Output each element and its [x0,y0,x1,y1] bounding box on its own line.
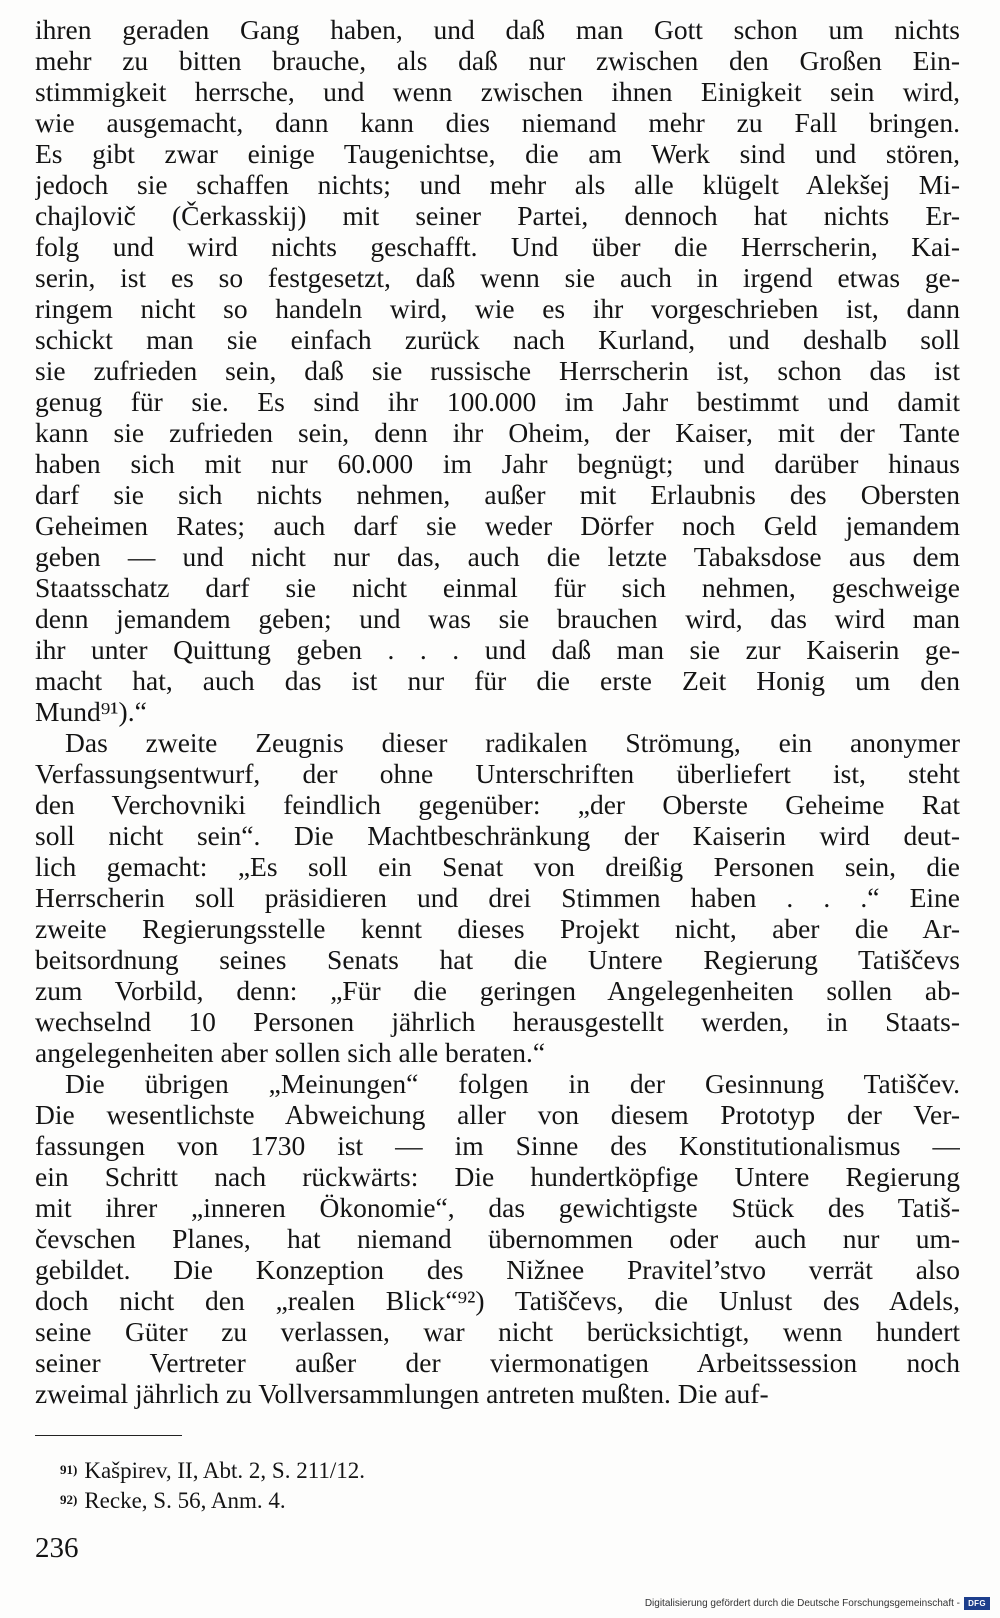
text-line: folg und wird nichts geschafft. Und über die Herrscherin, Kai- [35,231,960,262]
text-line: ein Schritt nach rückwärts: Die hundertköpfige Untere Regierung [35,1161,960,1192]
page-number: 236 [35,1532,79,1564]
text-line: haben sich mit nur 60.000 im Jahr begnügt; und darüber hinaus [35,448,960,479]
text-line: ringem nicht so handeln wird, wie es ihr vorgeschrieben ist, dann [35,293,960,324]
text-line: sie zufrieden sein, daß sie russische Herrscherin ist, schon das ist [35,355,960,386]
text-line: jedoch sie schaffen nichts; und mehr als alle klügelt Alekšej Mi- [35,169,960,200]
text-line: Mund⁹¹).“ [35,696,147,727]
body-text [35,14,960,1409]
text-line: darf sie sich nichts nehmen, außer mit Erlaubnis des Obersten [35,479,960,510]
text-line: seiner Vertreter außer der viermonatigen Arbeitssession noch [35,1347,960,1378]
footnotes [60,1456,660,1516]
text-line: denn jemandem geben; und was sie brauchen wird, das wird man [35,603,960,634]
text-line: Staatsschatz darf sie nicht einmal für sich nehmen, geschweige [35,572,960,603]
text-line: stimmigkeit herrsche, und wenn zwischen ihnen Einigkeit sein wird, [35,76,960,107]
footnote-marker: 91) [60,1462,78,1477]
text-line: macht hat, auch das ist nur für die erste Zeit Honig um den [35,665,960,696]
text-line: zum Vorbild, denn: „Für die geringen Angelegenheiten sollen ab- [35,975,960,1006]
text-line: soll nicht sein“. Die Machtbeschränkung der Kaiserin wird deut- [35,820,960,851]
text-line: Es gibt zwar einige Taugenichtse, die am Werk sind und stören, [35,138,960,169]
text-line: Herrscherin soll präsidieren und drei Stimmen haben . . .“ Eine [35,882,960,913]
text-line: Geheimen Rates; auch darf sie weder Dörfer noch Geld jemandem [35,510,960,541]
footnote-divider [35,1435,182,1436]
text-line: schickt man sie einfach zurück nach Kurland, und deshalb soll [35,324,960,355]
footnote-92 [60,1486,660,1516]
footnote-text: Kašpirev, II, Abt. 2, S. 211/12. [84,1458,366,1483]
text-line: Das zweite Zeugnis dieser radikalen Strömung, ein anonymer [65,727,960,758]
text-line: zweite Regierungsstelle kennt dieses Projekt nicht, aber die Ar- [35,913,960,944]
text-line: geben — und nicht nur das, auch die letzte Tabaksdose aus dem [35,541,960,572]
footnote-91 [60,1456,660,1486]
text-line: ihren geraden Gang haben, und daß man Gott schon um nichts [35,14,960,45]
text-line: mehr zu bitten brauche, als daß nur zwischen den Großen Ein- [35,45,960,76]
text-line: lich gemacht: „Es soll ein Senat von dreißig Personen sein, die [35,851,960,882]
text-line: wie ausgemacht, dann kann dies niemand mehr zu Fall bringen. [35,107,960,138]
text-line: genug für sie. Es sind ihr 100.000 im Jahr bestimmt und damit [35,386,960,417]
text-line: seine Güter zu verlassen, war nicht berücksichtigt, wenn hundert [35,1316,960,1347]
text-line: Verfassungsentwurf, der ohne Unterschriften überliefert ist, steht [35,758,960,789]
dfg-logo-icon: DFG [964,1597,990,1610]
digitization-credit: Digitalisierung gefördert durch die Deutsche Forschungsgemeinschaft - [644,1598,960,1609]
text-line: gebildet. Die Konzeption des Nižnee Pravitel’stvo verrät also [35,1254,960,1285]
text-line: Die übrigen „Meinungen“ folgen in der Gesinnung Tatiščev. [65,1068,960,1099]
text-line: beitsordnung seines Senats hat die Untere Regierung Tatiščevs [35,944,960,975]
text-line: ihr unter Quittung geben . . . und daß man sie zur Kaiserin ge- [35,634,960,665]
text-line: zweimal jährlich zu Vollversammlungen antreten mußten. Die auf- [35,1378,769,1409]
text-line: kann sie zufrieden sein, denn ihr Oheim, der Kaiser, mit der Tante [35,417,960,448]
text-line: angelegenheiten aber sollen sich alle beraten.“ [35,1037,546,1068]
text-line: Die wesentlichste Abweichung aller von diesem Prototyp der Ver- [35,1099,960,1130]
text-line: mit ihrer „inneren Ökonomie“, das gewichtigste Stück des Tatiš- [35,1192,960,1223]
text-line: doch nicht den „realen Blick“⁹²) Tatiščevs, die Unlust des Adels, [35,1285,960,1316]
text-line: wechselnd 10 Personen jährlich herausgestellt werden, in Staats- [35,1006,960,1037]
footnote-text: Recke, S. 56, Anm. 4. [84,1488,286,1513]
text-line: chajlovič (Čerkasskij) mit seiner Partei, dennoch hat nichts Er- [35,200,960,231]
text-line: čevschen Planes, hat niemand übernommen oder auch nur um- [35,1223,960,1254]
text-line: den Verchovniki feindlich gegenüber: „der Oberste Geheime Rat [35,789,960,820]
text-line: fassungen von 1730 ist — im Sinne des Konstitutionalismus — [35,1130,960,1161]
text-line: serin, ist es so festgesetzt, daß wenn sie auch in irgend etwas ge- [35,262,960,293]
footnote-marker: 92) [60,1492,78,1507]
